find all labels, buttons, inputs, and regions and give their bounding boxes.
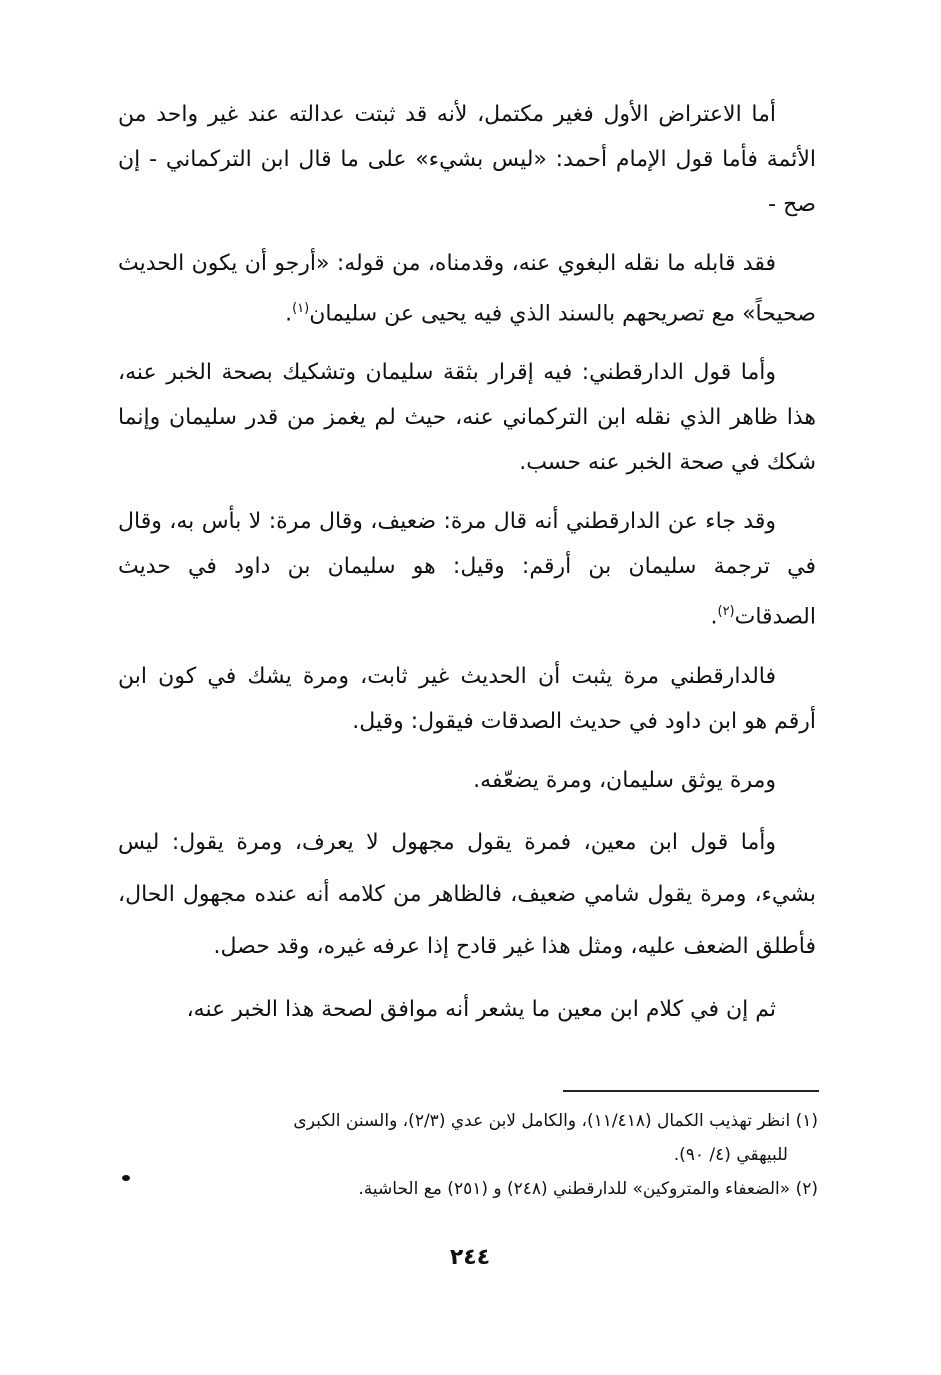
paragraph-4-text: وقد جاء عن الدارقطني أنه قال مرة: ضعيف، وقال مرة: لا بأس به، وقال في ترجمة سليمان بن أرقم: وقيل: هو سليمان بن داود في حديث الصدقات <box>118 509 816 630</box>
paragraph-4-tail: . <box>710 604 718 630</box>
footnote-1-line-2: للبيهقي (٤/ ٩٠). <box>673 1145 788 1165</box>
paragraph-2-text: فقد قابله ما نقله البغوي عنه، وقدمناه، من قوله: «أرجو أن يكون الحديث صحيحاً» مع تصريحهم بالسند الذي فيه يحيى عن سليمان <box>118 251 816 327</box>
paragraph-1: أما الاعتراض الأول فغير مكتمل، لأنه قد ثبتت عدالته عند غير واحد من الأئمة فأما قول الإمام أحمد: «ليس بشيء» على ما قال ابن التركماني - إن صح - <box>118 102 816 217</box>
footnote-2-line-1: (٢) «الضعفاء والمتروكين» للدارقطني (٢٤٨) و (٢٥١) مع الحاشية. <box>358 1179 818 1199</box>
paragraph-4 <box>118 499 816 639</box>
paragraph-8: ثم إن في كلام ابن معين ما يشعر أنه موافق لصحة هذا الخبر عنه، <box>186 996 776 1022</box>
paragraph-2-tail: . <box>285 301 293 327</box>
paragraph-3: وأما قول الدارقطني: فيه إقرار بثقة سليمان وتشكيك بصحة الخبر عنه، هذا ظاهر الذي نقله ابن التركماني عنه، حيث لم يغمز من قدر سليمان وإنما شكك في صحة الخبر عنه حسب. <box>118 360 816 476</box>
page-number: ٢٤٤ <box>449 1245 491 1270</box>
paragraph-5: فالدارقطني مرة يثبت أن الحديث غير ثابت، ومرة يشك في كون ابن أرقم هو ابن داود في حديث الصدقات فيقول: وقيل. <box>118 663 816 734</box>
footnote-1-line-1: (١) انظر تهذيب الكمال (١١/٤١٨)، والكامل لابن عدي (٢/٣)، والسنن الكبرى <box>293 1111 818 1131</box>
main-text <box>118 92 816 1046</box>
ink-speck <box>122 1175 130 1181</box>
footnotes <box>118 1104 818 1206</box>
paragraph-7: وأما قول ابن معين، فمرة يقول مجهول لا يعرف، ومرة يقول: ليس بشيء، ومرة يقول شامي ضعيف، فالظاهر من كلامه أنه عنده مجهول الحال، فأطلق الضعف عليه، ومثل هذا غير قادح إذا عرفه غيره، وقد حصل. <box>118 829 816 959</box>
footnote-divider <box>563 1090 819 1092</box>
footnote-ref-2: (٢) <box>717 604 735 620</box>
paragraph-6: ومرة يوثق سليمان، ومرة يضعّفه. <box>473 767 776 793</box>
paragraph-2 <box>118 241 816 336</box>
footnote-ref-1: (١) <box>292 301 310 316</box>
